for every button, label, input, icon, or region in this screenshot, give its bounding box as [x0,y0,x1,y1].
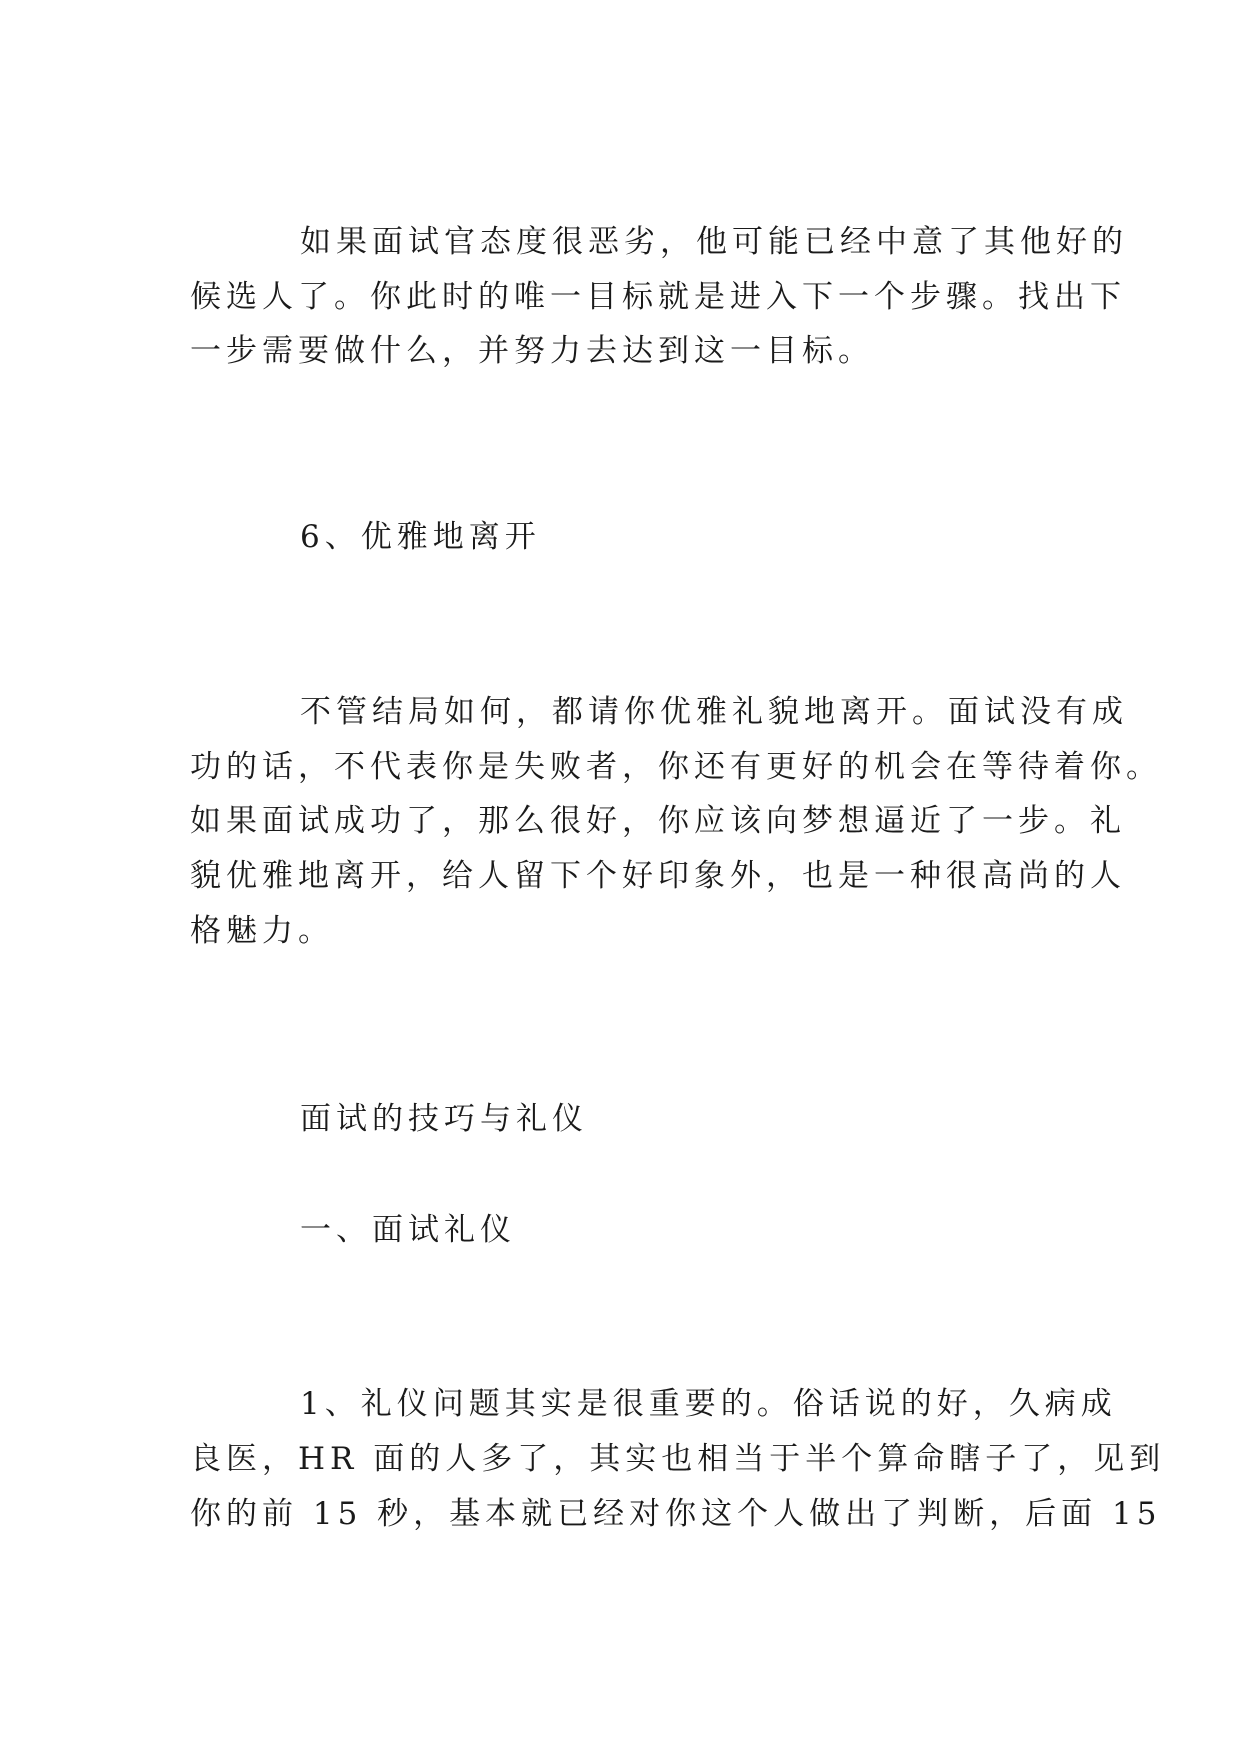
text-line: 如果面试官态度很恶劣，他可能已经中意了其他好的 [300,224,1128,260]
text-line: 你的前 15 秒，基本就已经对你这个人做出了判断，后面 15 [190,1496,1162,1532]
text-line: 候选人了。你此时的唯一目标就是进入下一个步骤。找出下 [190,279,1126,315]
text-line: 貌优雅地离开，给人留下个好印象外，也是一种很高尚的人 [190,858,1126,894]
section-title: 面试的技巧与礼仪 [300,1101,588,1137]
text-line: 1、礼仪问题其实是很重要的。俗话说的好，久病成 [300,1386,1117,1422]
text-line: 不管结局如何，都请你优雅礼貌地离开。面试没有成 [300,694,1128,730]
text-line: 良医，HR 面的人多了，其实也相当于半个算命瞎子了，见到 [190,1441,1166,1477]
subsection-title: 一、面试礼仪 [300,1212,516,1248]
text-line: 功的话，不代表你是失败者，你还有更好的机会在等待着你。 [190,749,1162,785]
heading-leave-gracefully: 6、优雅地离开 [300,519,541,555]
text-line: 格魅力。 [190,913,334,949]
text-line: 如果面试成功了，那么很好，你应该向梦想逼近了一步。礼 [190,803,1126,839]
text-line: 一步需要做什么，并努力去达到这一目标。 [190,333,874,369]
